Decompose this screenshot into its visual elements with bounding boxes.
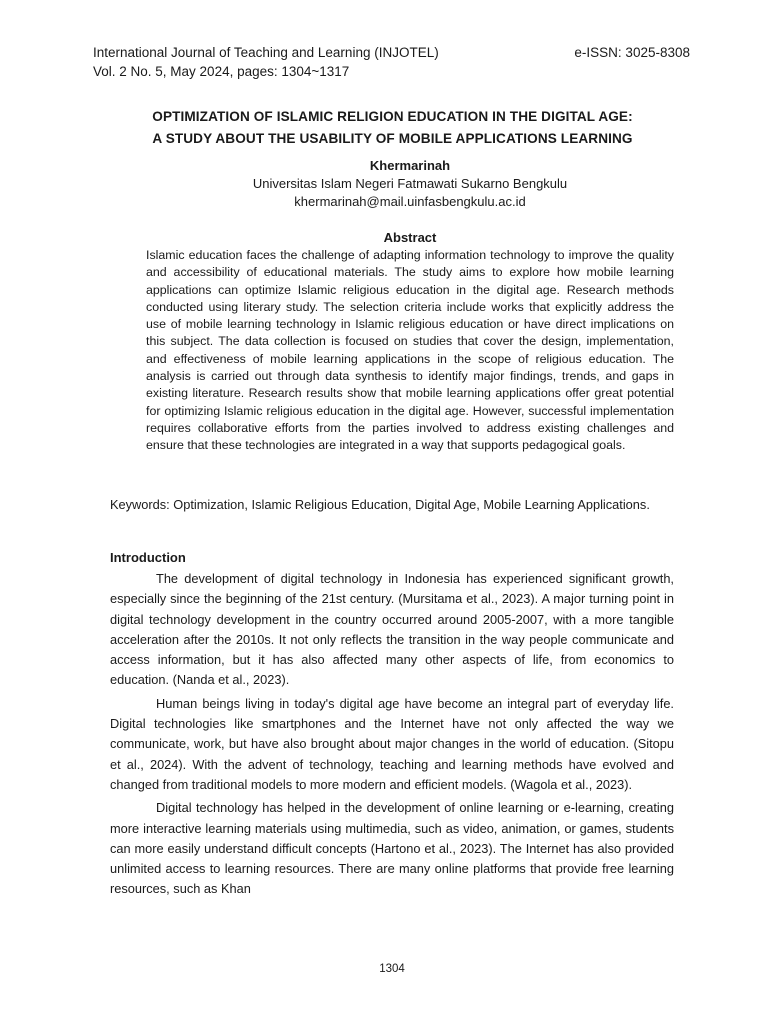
title-line-2: A STUDY ABOUT THE USABILITY OF MOBILE APPLICATIONS LEARNING — [152, 131, 633, 146]
introduction-body — [110, 569, 674, 903]
author-name: Khermarinah — [369, 158, 451, 173]
author-block — [110, 157, 710, 211]
journal-name: International Journal of Teaching and Learning (INJOTEL) — [93, 45, 439, 60]
author-email: khermarinah@mail.uinfasbengkulu.ac.id — [294, 194, 526, 209]
running-header — [93, 43, 690, 81]
issn: e-ISSN: 3025-8308 — [574, 45, 690, 60]
abstract-body: Islamic education faces the challenge of adapting information technology to improve the quality and accessibility of educational materials. The study aims to explore how mobile learning applications can optimize Islamic religious education in the digital age. Research methods conducted using literary study. The selection criteria include works that explicitly address the use of mobile learning technology in Islamic religious education or have direct implications on this subject. The data collection is focused on studies that cover the design, implementation, and effectiveness of mobile learning applications in the scope of religious education. The analysis is carried out through data synthesis to identify major findings, trends, and gaps in existing literature. Research results show that mobile learning applications offer great potential for optimizing Islamic religious education in the digital age. However, successful implementation requires collaborative efforts from the parties involved to address existing challenges and ensure that these technologies are integrated in a way that supports pedagogical goals. — [146, 248, 674, 453]
keywords: Keywords: Optimization, Islamic Religious Education, Digital Age, Mobile Learning Applications. — [110, 497, 650, 512]
page-number: 1304 — [379, 963, 405, 975]
volume-info: Vol. 2 No. 5, May 2024, pages: 1304~1317 — [93, 64, 350, 79]
intro-paragraph-3: Digital technology has helped in the development of online learning or e-learning, creating more interactive learning materials using multimedia, such as video, animation, or games, students can more easily understand difficult concepts (Hartono et al., 2023). The Internet has also provided unlimited access to learning resources. There are many online platforms that provide free learning resources, such as Khan — [110, 800, 674, 897]
abstract-heading: Abstract — [383, 230, 437, 245]
intro-paragraph-1: The development of digital technology in Indonesia has experienced significant growth, especially since the beginning of the 21st century. (Mursitama et al., 2023). A major turning point in digital technology development in the country occurred around 2005-2007, with a more tangible acceleration after the 2010s. It not only reflects the transition in the way people communicate and access information, but it has also affected many other aspects of life, from economics to education. (Nanda et al., 2023). — [110, 571, 674, 688]
introduction-heading: Introduction — [110, 550, 186, 565]
title-line-1: OPTIMIZATION OF ISLAMIC RELIGION EDUCATION IN THE DIGITAL AGE: — [152, 109, 633, 124]
author-affiliation: Universitas Islam Negeri Fatmawati Sukarno Bengkulu — [252, 176, 568, 191]
paper-title — [110, 106, 675, 150]
intro-paragraph-2: Human beings living in today's digital age have become an integral part of everyday life. Digital technologies like smartphones and the Internet have not only affected the way we communicate, work, but have also brought about major changes in the world of education. (Sitopu et al., 2024). With the advent of technology, teaching and learning methods have evolved and changed from traditional models to more modern and efficient models. (Wagola et al., 2023). — [110, 695, 674, 792]
